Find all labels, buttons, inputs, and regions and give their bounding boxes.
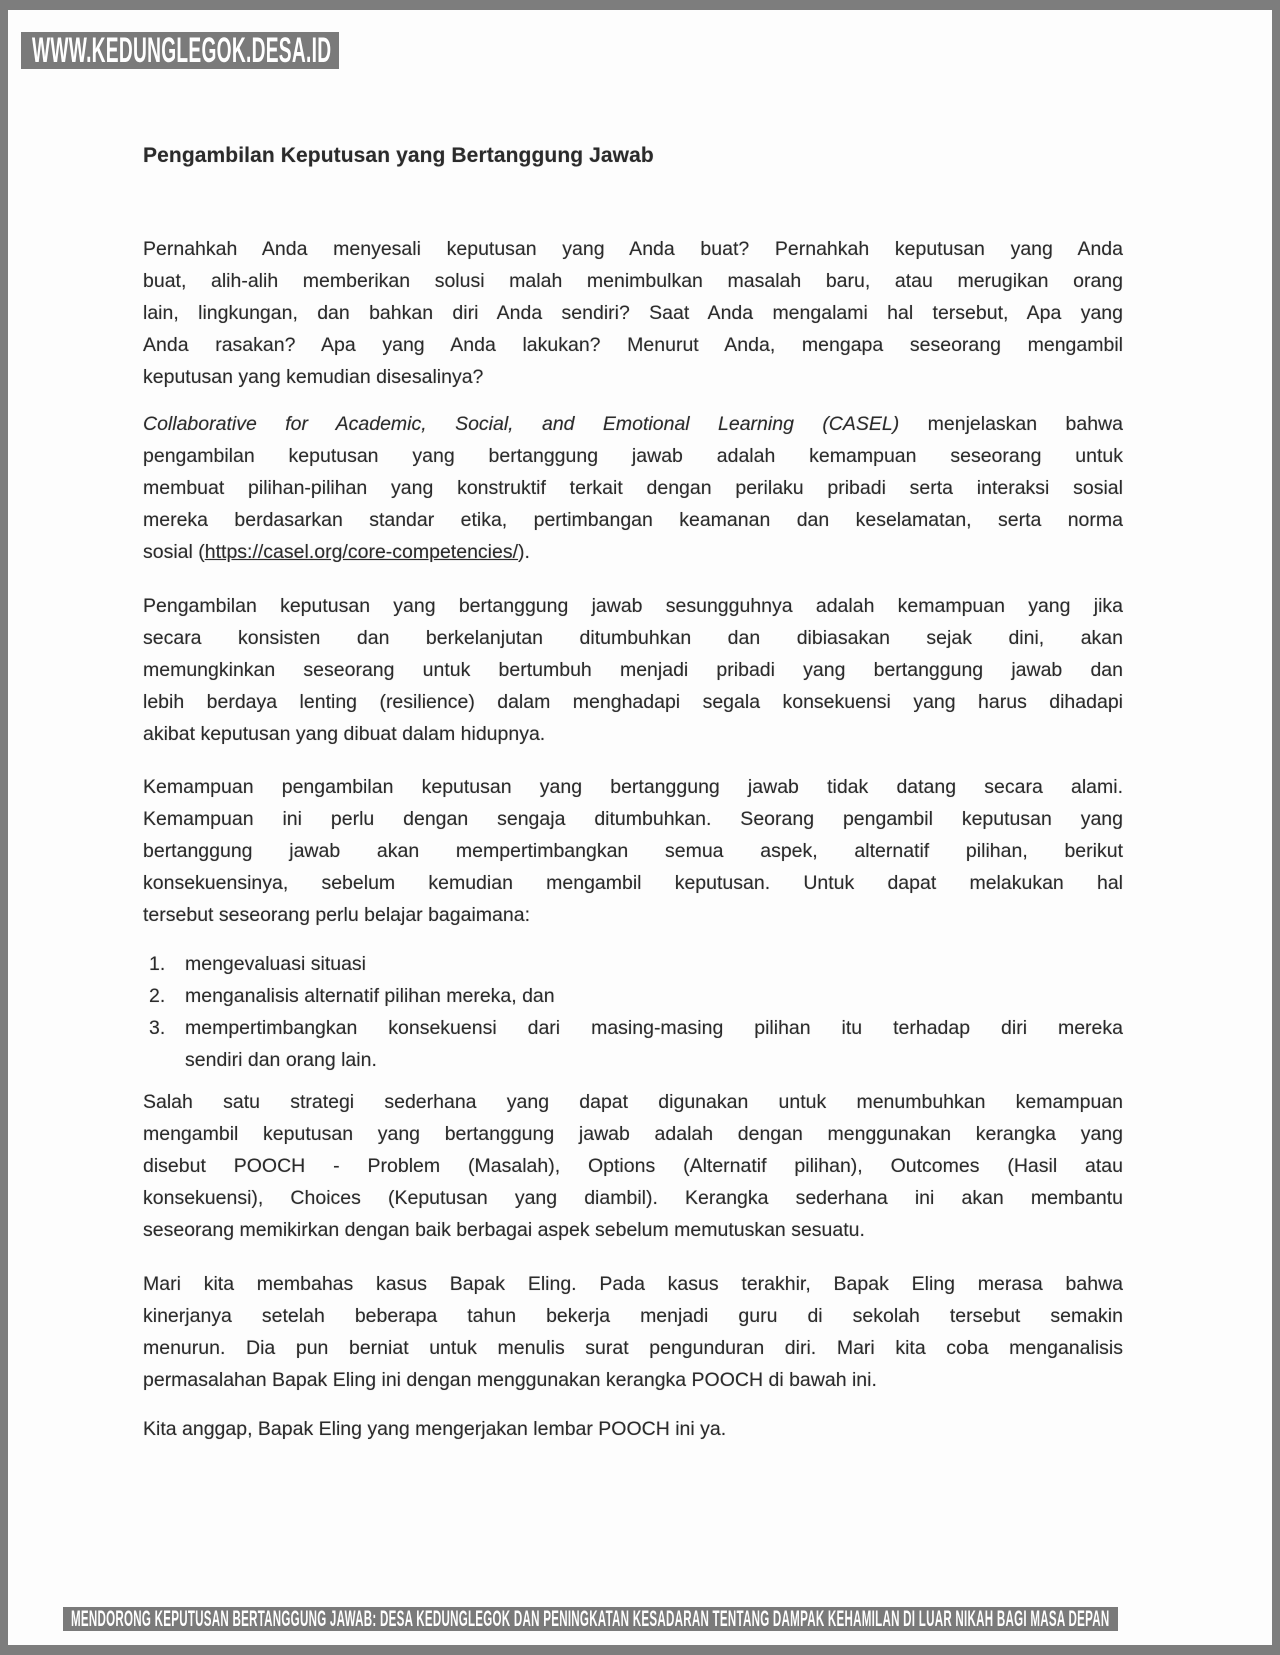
paragraph-closing — [143, 1414, 1123, 1446]
paragraph-line: menurun. Dia pun berniat untuk menulis surat pengunduran diri. Mari kita coba menganalisis — [143, 1336, 1123, 1359]
article-caption-badge — [63, 1607, 1118, 1631]
paragraph-line: mereka berdasarkan standar etika, pertimbangan keamanan dan keselamatan, serta norma — [143, 508, 1123, 531]
paragraph-line: Pernahkah Anda menyesali keputusan yang Anda buat? Pernahkah keputusan yang Anda — [143, 238, 1123, 260]
document-body — [8, 10, 1272, 1645]
casel-link[interactable]: https://casel.org/core-competencies/ — [204, 540, 519, 563]
paragraph-line: Anda rasakan? Apa yang Anda lakukan? Menurut Anda, mengapa seseorang mengambil — [143, 333, 1123, 356]
paragraph-line: kinerjanya setelah beberapa tahun bekerja menjadi guru di sekolah tersebut semakin — [143, 1304, 1123, 1327]
article-caption-text: MENDORONG KEPUTUSAN BERTANGGUNG JAWAB: DESA KEDUNGLEGOK DAN PENINGKATAN KESADARAN TENTANG DAMPAK KEHAMILAN DI LUAR NIKAH BAGI MASA DEPAN — [71, 1607, 1110, 1631]
paragraph-line: memungkinkan seseorang untuk bertumbuh menjadi pribadi yang bertanggung jawab dan — [143, 658, 1123, 681]
paragraph-intro — [143, 234, 1123, 394]
paragraph-resilience — [143, 591, 1123, 751]
paragraph-line: pengambilan keputusan yang bertanggung jawab adalah kemampuan seseorang untuk — [143, 444, 1123, 467]
list-item-number: 2. — [149, 984, 166, 1007]
paragraph-line: permasalahan Bapak Eling ini dengan menggunakan kerangka POOCH di bawah ini. — [143, 1368, 877, 1391]
paragraph-line: akibat keputusan yang dibuat dalam hidupnya. — [143, 722, 546, 745]
list-item-text: sendiri dan orang lain. — [185, 1048, 377, 1071]
paragraph-line: secara konsisten dan berkelanjutan ditumbuhkan dan dibiasakan sejak dini, akan — [143, 626, 1123, 649]
paragraph-ability — [143, 772, 1123, 932]
paragraph-text: ). — [518, 540, 530, 563]
list-item-text: mempertimbangkan konsekuensi dari masing-masing pilihan itu terhadap diri mereka — [185, 1016, 1123, 1039]
paragraph-line: disebut POOCH - Problem (Masalah), Options (Alternatif pilihan), Outcomes (Hasil atau — [143, 1154, 1123, 1177]
paragraph-line: keputusan yang kemudian disesalinya? — [143, 365, 484, 388]
paragraph-line: Kemampuan ini perlu dengan sengaja ditumbuhkan. Seorang pengambil keputusan yang — [143, 807, 1123, 830]
paragraph-line: Salah satu strategi sederhana yang dapat digunakan untuk menumbuhkan kemampuan — [143, 1091, 1123, 1113]
paragraph-line: konsekuensi), Choices (Keputusan yang diambil). Kerangka sederhana ini akan membantu — [143, 1186, 1123, 1209]
paragraph-line: Kita anggap, Bapak Eling yang mengerjakan lembar POOCH ini ya. — [143, 1418, 727, 1440]
casel-italic-text: Collaborative for Academic, Social, and Emotional Learning (CASEL) — [143, 413, 900, 435]
paragraph-line: bertanggung jawab akan mempertimbangkan semua aspek, alternatif pilihan, berikut — [143, 839, 1123, 862]
list-item-number: 3. — [149, 1016, 166, 1039]
document-page — [8, 10, 1272, 1645]
paragraph-line: lain, lingkungan, dan bahkan diri Anda sendiri? Saat Anda mengalami hal tersebut, Apa yang — [143, 301, 1123, 324]
paragraph-casel — [143, 409, 1123, 569]
paragraph-line: Pengambilan keputusan yang bertanggung jawab sesungguhnya adalah kemampuan yang jika — [143, 595, 1123, 617]
paragraph-line: lebih berdaya lenting (resilience) dalam menghadapi segala konsekuensi yang harus dihadapi — [143, 690, 1123, 713]
list-item-number: 1. — [149, 953, 166, 975]
paragraph-line: buat, alih-alih memberikan solusi malah menimbulkan masalah baru, atau merugikan orang — [143, 269, 1123, 292]
paragraph-text: sosial ( — [143, 540, 205, 563]
site-watermark-text: WWW.KEDUNGLEGOK.DESA.ID — [32, 32, 332, 69]
paragraph-line: Mari kita membahas kasus Bapak Eling. Pada kasus terakhir, Bapak Eling merasa bahwa — [143, 1273, 1123, 1295]
paragraph-line: mengambil keputusan yang bertanggung jawab adalah dengan menggunakan kerangka yang — [143, 1122, 1123, 1145]
paragraph-line — [143, 409, 1123, 441]
paragraph-line: seseorang memikirkan dengan baik berbagai aspek sebelum memutuskan sesuatu. — [143, 1218, 865, 1241]
list-item-text: menganalisis alternatif pilihan mereka, dan — [185, 984, 555, 1007]
paragraph-pooch — [143, 1087, 1123, 1247]
paragraph-line: tersebut seseorang perlu belajar bagaimana: — [143, 903, 531, 926]
list-item — [143, 1013, 1123, 1077]
list-item — [143, 981, 1123, 1013]
paragraph-line: konsekuensinya, sebelum kemudian mengambil keputusan. Untuk dapat melakukan hal — [143, 871, 1123, 894]
list-item — [143, 949, 1123, 981]
paragraph-line: Kemampuan pengambilan keputusan yang bertanggung jawab tidak datang secara alami. — [143, 776, 1123, 798]
paragraph-case — [143, 1269, 1123, 1397]
paragraph-line — [143, 537, 1123, 569]
paragraph-line: membuat pilihan-pilihan yang konstruktif terkait dengan perilaku pribadi serta interaksi sosial — [143, 476, 1123, 499]
list-item-text: mengevaluasi situasi — [185, 953, 367, 975]
numbered-list — [143, 949, 1123, 1077]
paragraph-text: menjelaskan bahwa — [899, 413, 1123, 435]
doc-title: Pengambilan Keputusan yang Bertanggung Jawab — [143, 144, 654, 167]
